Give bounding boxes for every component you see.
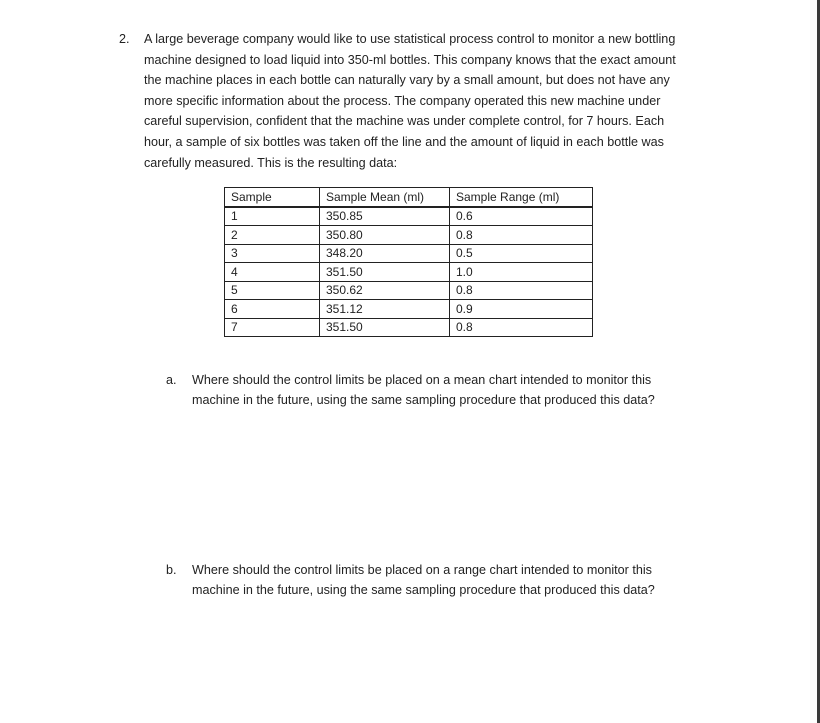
part-a-letter: a. [166,373,177,387]
cell-range: 1.0 [450,263,593,282]
cell-mean: 348.20 [320,244,450,263]
cell-mean: 351.50 [320,263,450,282]
part-a-text [192,370,726,411]
table-row [225,226,593,245]
cell-mean: 350.85 [320,207,450,226]
question-line: A large beverage company would like to use statistical process control to monitor a new bottling [144,32,676,46]
table-row [225,207,593,226]
cell-mean: 351.50 [320,318,450,337]
sample-data-table [224,187,593,337]
table-row [225,300,593,319]
question-number: 2. [119,32,130,46]
part-b-line: machine in the future, using the same sampling procedure that produced this data? [192,583,655,598]
table-header-row [225,188,593,207]
part-b-letter: b. [166,563,177,577]
question-line: hour, a sample of six bottles was taken off the line and the amount of liquid in each bottle was [144,134,664,149]
question-line: carefully measured. This is the resulting data: [144,155,398,170]
header-sample-range: Sample Range (ml) [450,188,593,207]
cell-range: 0.6 [450,207,593,226]
table-row [225,263,593,282]
table-row [225,244,593,263]
part-a-line: machine in the future, using the same sampling procedure that produced this data? [192,393,655,408]
question-text [144,29,729,173]
part-a-line: Where should the control limits be placed on a mean chart intended to monitor this [192,373,652,387]
header-sample-mean: Sample Mean (ml) [320,188,450,207]
cell-range: 0.8 [450,318,593,337]
table-row [225,281,593,300]
cell-sample: 5 [225,281,320,300]
question-line: more specific information about the process. The company operated this new machine under [144,93,661,108]
cell-sample: 3 [225,244,320,263]
part-b-text [192,560,726,601]
question-line: machine designed to load liquid into 350-ml bottles. This company knows that the exact amount [144,52,676,67]
cell-sample: 2 [225,226,320,245]
cell-sample: 7 [225,318,320,337]
header-sample: Sample [225,188,320,207]
table-row [225,318,593,337]
question-line: the machine places in each bottle can naturally vary by a small amount, but does not have any [144,73,670,88]
cell-range: 0.8 [450,281,593,300]
cell-sample: 6 [225,300,320,319]
cell-range: 0.8 [450,226,593,245]
cell-range: 0.9 [450,300,593,319]
cell-sample: 4 [225,263,320,282]
cell-mean: 350.62 [320,281,450,300]
part-b-line: Where should the control limits be placed on a range chart intended to monitor this [192,563,652,577]
cell-mean: 350.80 [320,226,450,245]
question-line: careful supervision, confident that the machine was under complete control, for 7 hours. Each [144,114,665,129]
cell-sample: 1 [225,207,320,226]
cell-mean: 351.12 [320,300,450,319]
cell-range: 0.5 [450,244,593,263]
